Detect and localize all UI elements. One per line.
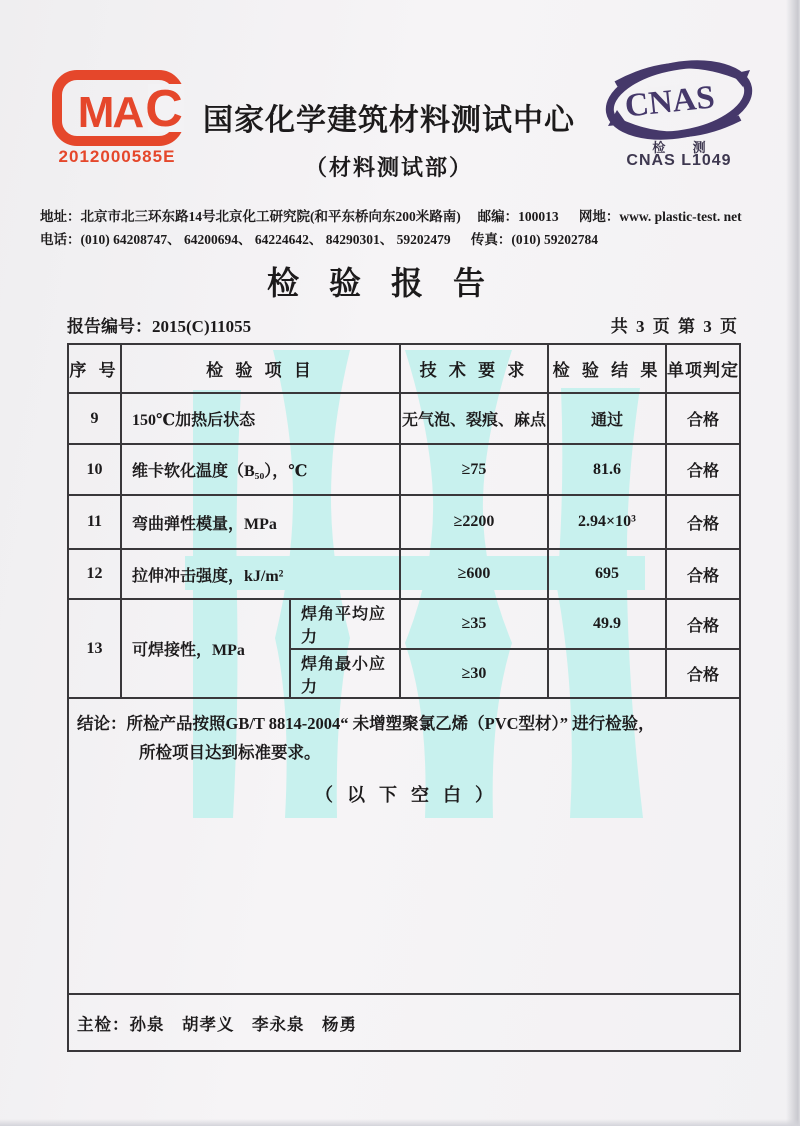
cma-logo-icon xyxy=(52,70,184,146)
cell-result xyxy=(548,649,666,698)
col-header-result: 检 验 结 果 xyxy=(548,344,666,393)
cell-item: 拉伸冲击强度，kJ/m² xyxy=(121,549,400,599)
cell-result: 49.9 xyxy=(548,599,666,649)
cell-sub-item: 焊角平均应力 xyxy=(290,599,400,649)
conclusion-line2: 所检项目达到标准要求。 xyxy=(139,743,321,762)
table-header-row xyxy=(68,344,740,393)
table-row xyxy=(68,599,740,649)
cell-item: 可焊接性，MPa xyxy=(121,599,290,698)
cell-result: 695 xyxy=(548,549,666,599)
cnas-sub-label: 检 测 xyxy=(652,140,718,155)
cell-no: 13 xyxy=(68,599,121,698)
cnas-lab-code: CNAS L1049 xyxy=(626,152,732,169)
cell-no: 12 xyxy=(68,549,121,599)
conclusion-text: 所检产品按照GB/T 8814-2004“ 未增塑聚氯乙烯（PVC型材）” 进行检验， xyxy=(126,714,655,733)
cma-ma-letters: MA xyxy=(77,88,143,137)
cnas-logo-icon xyxy=(600,56,758,140)
scan-edge-right xyxy=(786,0,800,1126)
cell-judgement: 合格 xyxy=(666,495,740,549)
cell-no: 10 xyxy=(68,444,121,495)
scan-edge-bottom xyxy=(0,1119,800,1126)
cell-sub-item: 焊角最小应力 xyxy=(290,649,400,698)
cell-item: 弯曲弹性模量，MPa xyxy=(121,495,400,549)
cell-judgement: 合格 xyxy=(666,649,740,698)
address-line: 地址：北京市北三环东路14号北京化工研究院(和平东桥向东200米路南) 邮编：100013 网地：www. plastic-test. net xyxy=(40,209,742,224)
cell-no: 11 xyxy=(68,495,121,549)
cma-c-letter: C xyxy=(145,80,183,138)
cell-requirement: ≥30 xyxy=(400,649,548,698)
page-indicator: 共 3 页 第 3 页 xyxy=(610,317,739,336)
table-row xyxy=(68,393,740,444)
col-header-item: 检 验 项 目 xyxy=(121,344,400,393)
col-header-requirement: 技 术 要 求 xyxy=(400,344,548,393)
inspector-row xyxy=(68,994,740,1051)
blank-below-note: （以下空白） xyxy=(315,785,507,805)
cnas-letters: CNAS xyxy=(623,79,717,125)
conclusion-row xyxy=(68,698,740,994)
col-header-no: 序 号 xyxy=(68,344,121,393)
cell-requirement: ≥75 xyxy=(400,444,548,495)
cell-item: 150℃加热后状态 xyxy=(121,393,400,444)
inspector-label: 主检： xyxy=(77,1014,130,1034)
conclusion-label: 结论： xyxy=(77,714,127,733)
table-row xyxy=(68,495,740,549)
inspection-table xyxy=(67,343,741,1052)
report-title: 检验报告 xyxy=(266,265,515,301)
cell-judgement: 合格 xyxy=(666,549,740,599)
cell-requirement: ≥600 xyxy=(400,549,548,599)
cell-requirement: 无气泡、裂痕、麻点 xyxy=(400,393,548,444)
table-row xyxy=(68,549,740,599)
org-subtitle: （材料测试部） xyxy=(304,155,473,180)
conclusion-cell xyxy=(68,698,740,994)
cell-result: 通过 xyxy=(548,393,666,444)
cell-requirement: ≥35 xyxy=(400,599,548,649)
org-title: 国家化学建筑材料测试中心 xyxy=(203,104,575,137)
col-header-judgement: 单项判定 xyxy=(666,344,740,393)
cell-result: 81.6 xyxy=(548,444,666,495)
cell-judgement: 合格 xyxy=(666,393,740,444)
cell-judgement: 合格 xyxy=(666,599,740,649)
cell-judgement: 合格 xyxy=(666,444,740,495)
cell-no: 9 xyxy=(68,393,121,444)
phone-line: 电话：(010) 64208747、 64200694、 64224642、 84290301、 59202479 传真：(010) 59202784 xyxy=(40,232,598,247)
inspector-names: 孙泉 胡孝义 李永泉 杨勇 xyxy=(129,1014,357,1034)
inspector-cell xyxy=(68,994,740,1051)
report-number: 报告编号：2015(C)11055 xyxy=(67,317,252,336)
conclusion-line1 xyxy=(77,709,731,738)
cell-item: 维卡软化温度（B₅₀），℃ xyxy=(121,444,400,495)
cma-certificate-number: 2012000585E xyxy=(58,147,176,166)
cell-result: 2.94×10³ xyxy=(548,495,666,549)
cell-requirement: ≥2200 xyxy=(400,495,548,549)
table-row xyxy=(68,444,740,495)
